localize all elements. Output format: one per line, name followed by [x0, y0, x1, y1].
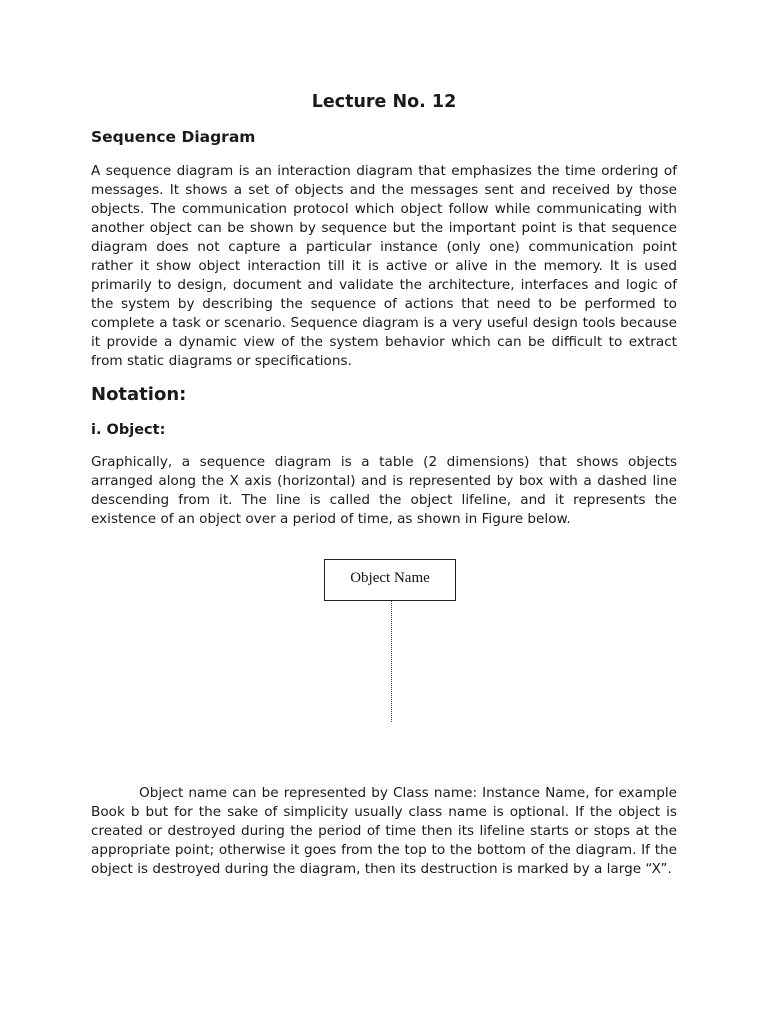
object-lifeline-figure — [324, 559, 456, 724]
object-lifeline — [391, 601, 392, 722]
object-box: Object Name — [324, 559, 456, 601]
notation-heading: Notation: — [91, 384, 187, 405]
intro-paragraph: A sequence diagram is an interaction diagram that emphasizes the time ordering of messages. It shows a set of objects and the messages sent and received by those objects. The communication protocol which object follow while communicating with another object can be shown by sequence but the important point is that sequence diagram does not capture a particular instance (only one) communication point rather it show object interaction till it is active or alive in the memory. It is used primarily to design, document and validate the architecture, interfaces and logic of the system by describing the sequence of actions that need to be performed to complete a task or scenario. Sequence diagram is a very useful design tools because it provide a dynamic view of the system behavior which can be difficult to extract from static diagrams or specifications. — [91, 163, 677, 369]
object-name-paragraph-text: Object name can be represented by Class name: Instance Name, for example Book b but for the sake of simplicity usually class name is optional. If the object is created or destroyed during the period of time then its lifeline starts or stops at the appropriate point; otherwise it goes from the top to the bottom of the diagram. If the object is destroyed during the diagram, then its destruction is marked by a large “X”. — [91, 785, 677, 877]
section-title: Sequence Diagram — [91, 128, 256, 146]
page-title: Lecture No. 12 — [311, 92, 457, 112]
object-description-paragraph: Graphically, a sequence diagram is a table (2 dimensions) that shows objects arranged along the X axis (horizontal) and is represented by box with a dashed line descending from it. The line is called the object lifeline, and it represents the existence of an object over a period of time, as shown in Figure below. — [91, 454, 677, 527]
object-subheading: i. Object: — [91, 422, 166, 438]
object-name-paragraph — [91, 784, 677, 879]
